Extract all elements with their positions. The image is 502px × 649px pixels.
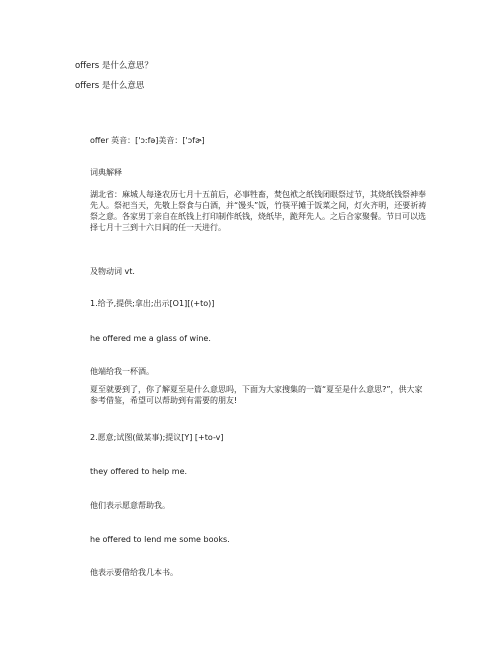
sense-1-definition: 1.给予,提供;拿出;出示[O1][(+to)]	[90, 299, 215, 308]
dictionary-heading: 词典解释	[90, 168, 122, 177]
sense-2-example-zh-2: 他表示要借给我几本书。	[90, 568, 178, 577]
summary-paragraph: 夏至就要到了，你了解夏至是什么意思吗，下面为大家搜集的一篇“夏至是什么意思?”，供大家参考借鉴，希望可以帮助到有需要的朋友!	[90, 385, 423, 405]
sense-1-example-zh: 他端给我一杯酒。	[90, 367, 154, 376]
page-question: offers 是什么意思？	[75, 61, 153, 71]
sense-2-example-en: they offered to help me.	[90, 467, 188, 476]
sense-2-example-zh: 他们表示愿意帮助我。	[90, 501, 170, 510]
part-of-speech: 及物动词 vt.	[90, 267, 135, 276]
pronunciation: offer 英音：['ɔ:fə]美音：['ɔfɚ]	[90, 136, 205, 145]
sense-2-example-en-2: he offered to lend me some books.	[90, 535, 230, 544]
sense-1-example-en: he offered me a glass of wine.	[90, 334, 211, 343]
festival-paragraph: 湖北省：麻城人每逢农历七月十五前后，必事牲畜，焚包袱之纸钱闭眼祭过节，其烧纸钱祭神奉先人。祭祀当天，先敬上祭食与白酒，并“馒头”饭，竹筷平摊于饭菜之间，灯火齐明，还要祈祷祭之意。各家男丁亲自在纸钱上打印制作纸钱，烧纸毕，跪拜先人。之后合家聚餐。节日可以选择七月十三到十六日间的任一天进行。	[90, 190, 427, 232]
sense-2-definition: 2.愿意;试图(做某事);提议[Y] [+to-v]	[90, 433, 224, 442]
page-subtitle: offers 是什么意思	[75, 81, 145, 91]
